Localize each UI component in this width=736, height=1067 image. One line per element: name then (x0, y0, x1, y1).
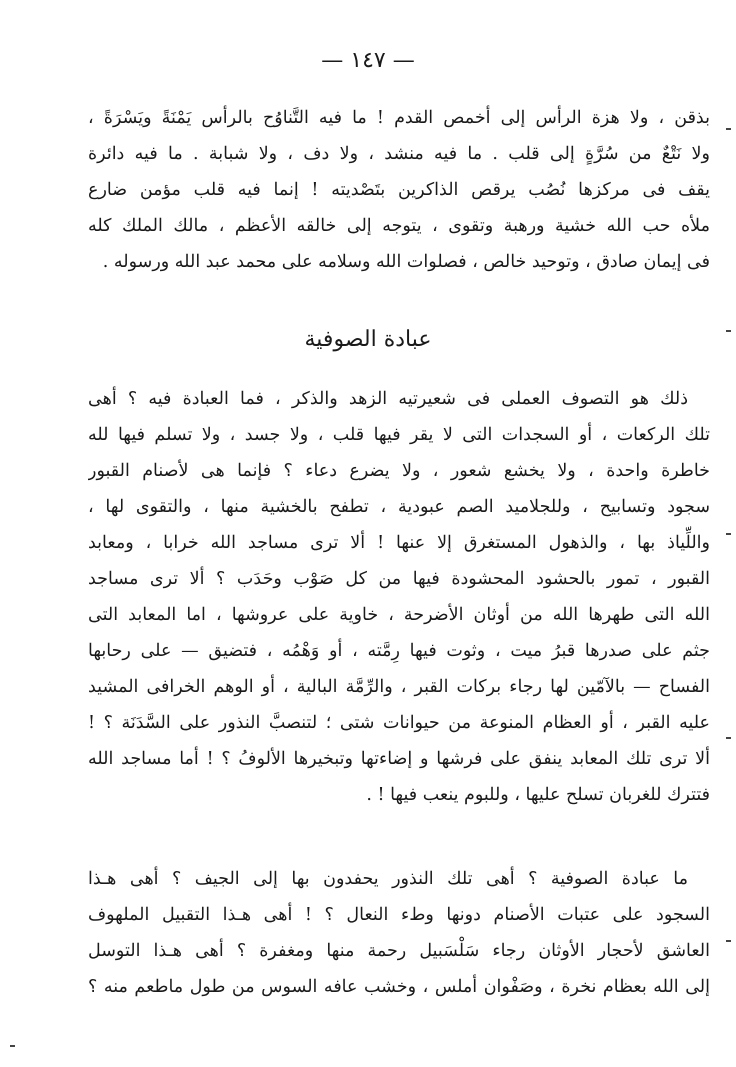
paragraph-1 (88, 100, 710, 280)
text-line: الفساح — بالآمّين لها رجاء بركات القبر ، والرِّمَّة البالية ، أو الوهم الخرافى المشيد (88, 677, 710, 697)
text-line: ذلك هو التصوف العملى فى شعيرتيه الزهد والذكر ، فما العبادة فيه ؟ أهى (88, 389, 688, 409)
text-line: القبور ، تمور بالحشود المحشودة فيها من كل صَوْب وحَدَب ؟ ألا ترى مساجد (88, 569, 710, 589)
paragraph-2 (88, 381, 710, 813)
text-line: يقف فى مركزها نُصُب يرقص الذاكرين بتَصْديته ! إنما فيه قلب مؤمن ضارع (88, 180, 710, 200)
margin-mark (726, 330, 731, 332)
text-line: سجود وتسابيح ، وللجلاميد الصم عبودية ، تطفح بالخشية منها ، والتقوى لها ، (88, 497, 710, 517)
margin-mark (726, 940, 731, 942)
text-line: ألا ترى تلك المعابد ينفق على فرشها و إضاءتها وتبخيرها الألوفُ ؟ ! أما مساجد الله (88, 749, 710, 769)
text-line: عليه القبر ، أو العظام المنوعة من حيوانات شتى ؛ لتنصبَّ النذور على السَّدَنَة ؟ ! (88, 713, 710, 733)
text-line: ولا نَتْعٌ من سُرَّةٍ إلى قلب . ما فيه منشد ، ولا دف ، ولا شبابة . ما فيه دائرة (88, 144, 710, 164)
text-line: الله التى طهرها الله من أوثان الأضرحة ، خاوية على عروشها ، اما المعابد التى (88, 605, 710, 625)
section-heading: عبادة الصوفية (304, 327, 432, 352)
text-line: جثم على صدرها قبرُ ميت ، وثوت فيها رِمَّته ، أو وَهْمُه ، فتضيق — على رحابها (88, 641, 710, 661)
text-line: بذقن ، ولا هزة الرأس إلى أخمص القدم ! ما فيه التَّناوُح بالرأس يَمْنَةً ويَسْرَةً ، (88, 108, 710, 128)
text-line: إلى الله بعظام نخرة ، وصَفْوان أملس ، وخشب عافه السوس من طول ماطعم منه ؟ (88, 977, 710, 997)
page-number: — ١٤٧ — (321, 48, 415, 73)
margin-mark (726, 128, 731, 130)
text-line: واللِّياذ بها ، والذهول المستغرق إلا عنها ! ألا ترى مساجد الله خرابا ، ومعابد (88, 533, 710, 553)
text-line: العاشق لأحجار الأوثان رجاء سَلْسَبيل رحمة منها ومغفرة ؟ أهى هـذا التوسل (88, 941, 710, 961)
text-line: فتترك للغربان تسلح عليها ، وللبوم ينعب فيها ! . (366, 785, 710, 805)
text-line: تلك الركعات ، أو السجدات التى لا يقر فيها قلب ، ولا جسد ، ولا تسلم فيها لله (88, 425, 710, 445)
paragraph-3 (88, 861, 710, 1005)
margin-mark (10, 1045, 15, 1047)
text-line: ما عبادة الصوفية ؟ أهى تلك النذور يحفدون بها إلى الجيف ؟ أهى هـذا (88, 869, 688, 889)
margin-mark (726, 533, 731, 535)
text-line: السجود على عتبات الأصنام دونها وطء النعال ؟ ! أهى هـذا التقبيل الملهوف (88, 905, 710, 925)
text-line: ملأه حب الله خشية ورهبة وتقوى ، يتوجه إلى خالقه الأعظم ، مالك الملك كله (88, 216, 710, 236)
margin-mark (726, 737, 731, 739)
text-line: خاطرة واحدة ، ولا يخشع شعور ، ولا يضرع دعاء ؟ فإنما هى لأصنام القبور (88, 461, 710, 481)
text-line: فى إيمان صادق ، وتوحيد خالص ، فصلوات الله وسلامه على محمد عبد الله ورسوله . (102, 252, 710, 272)
